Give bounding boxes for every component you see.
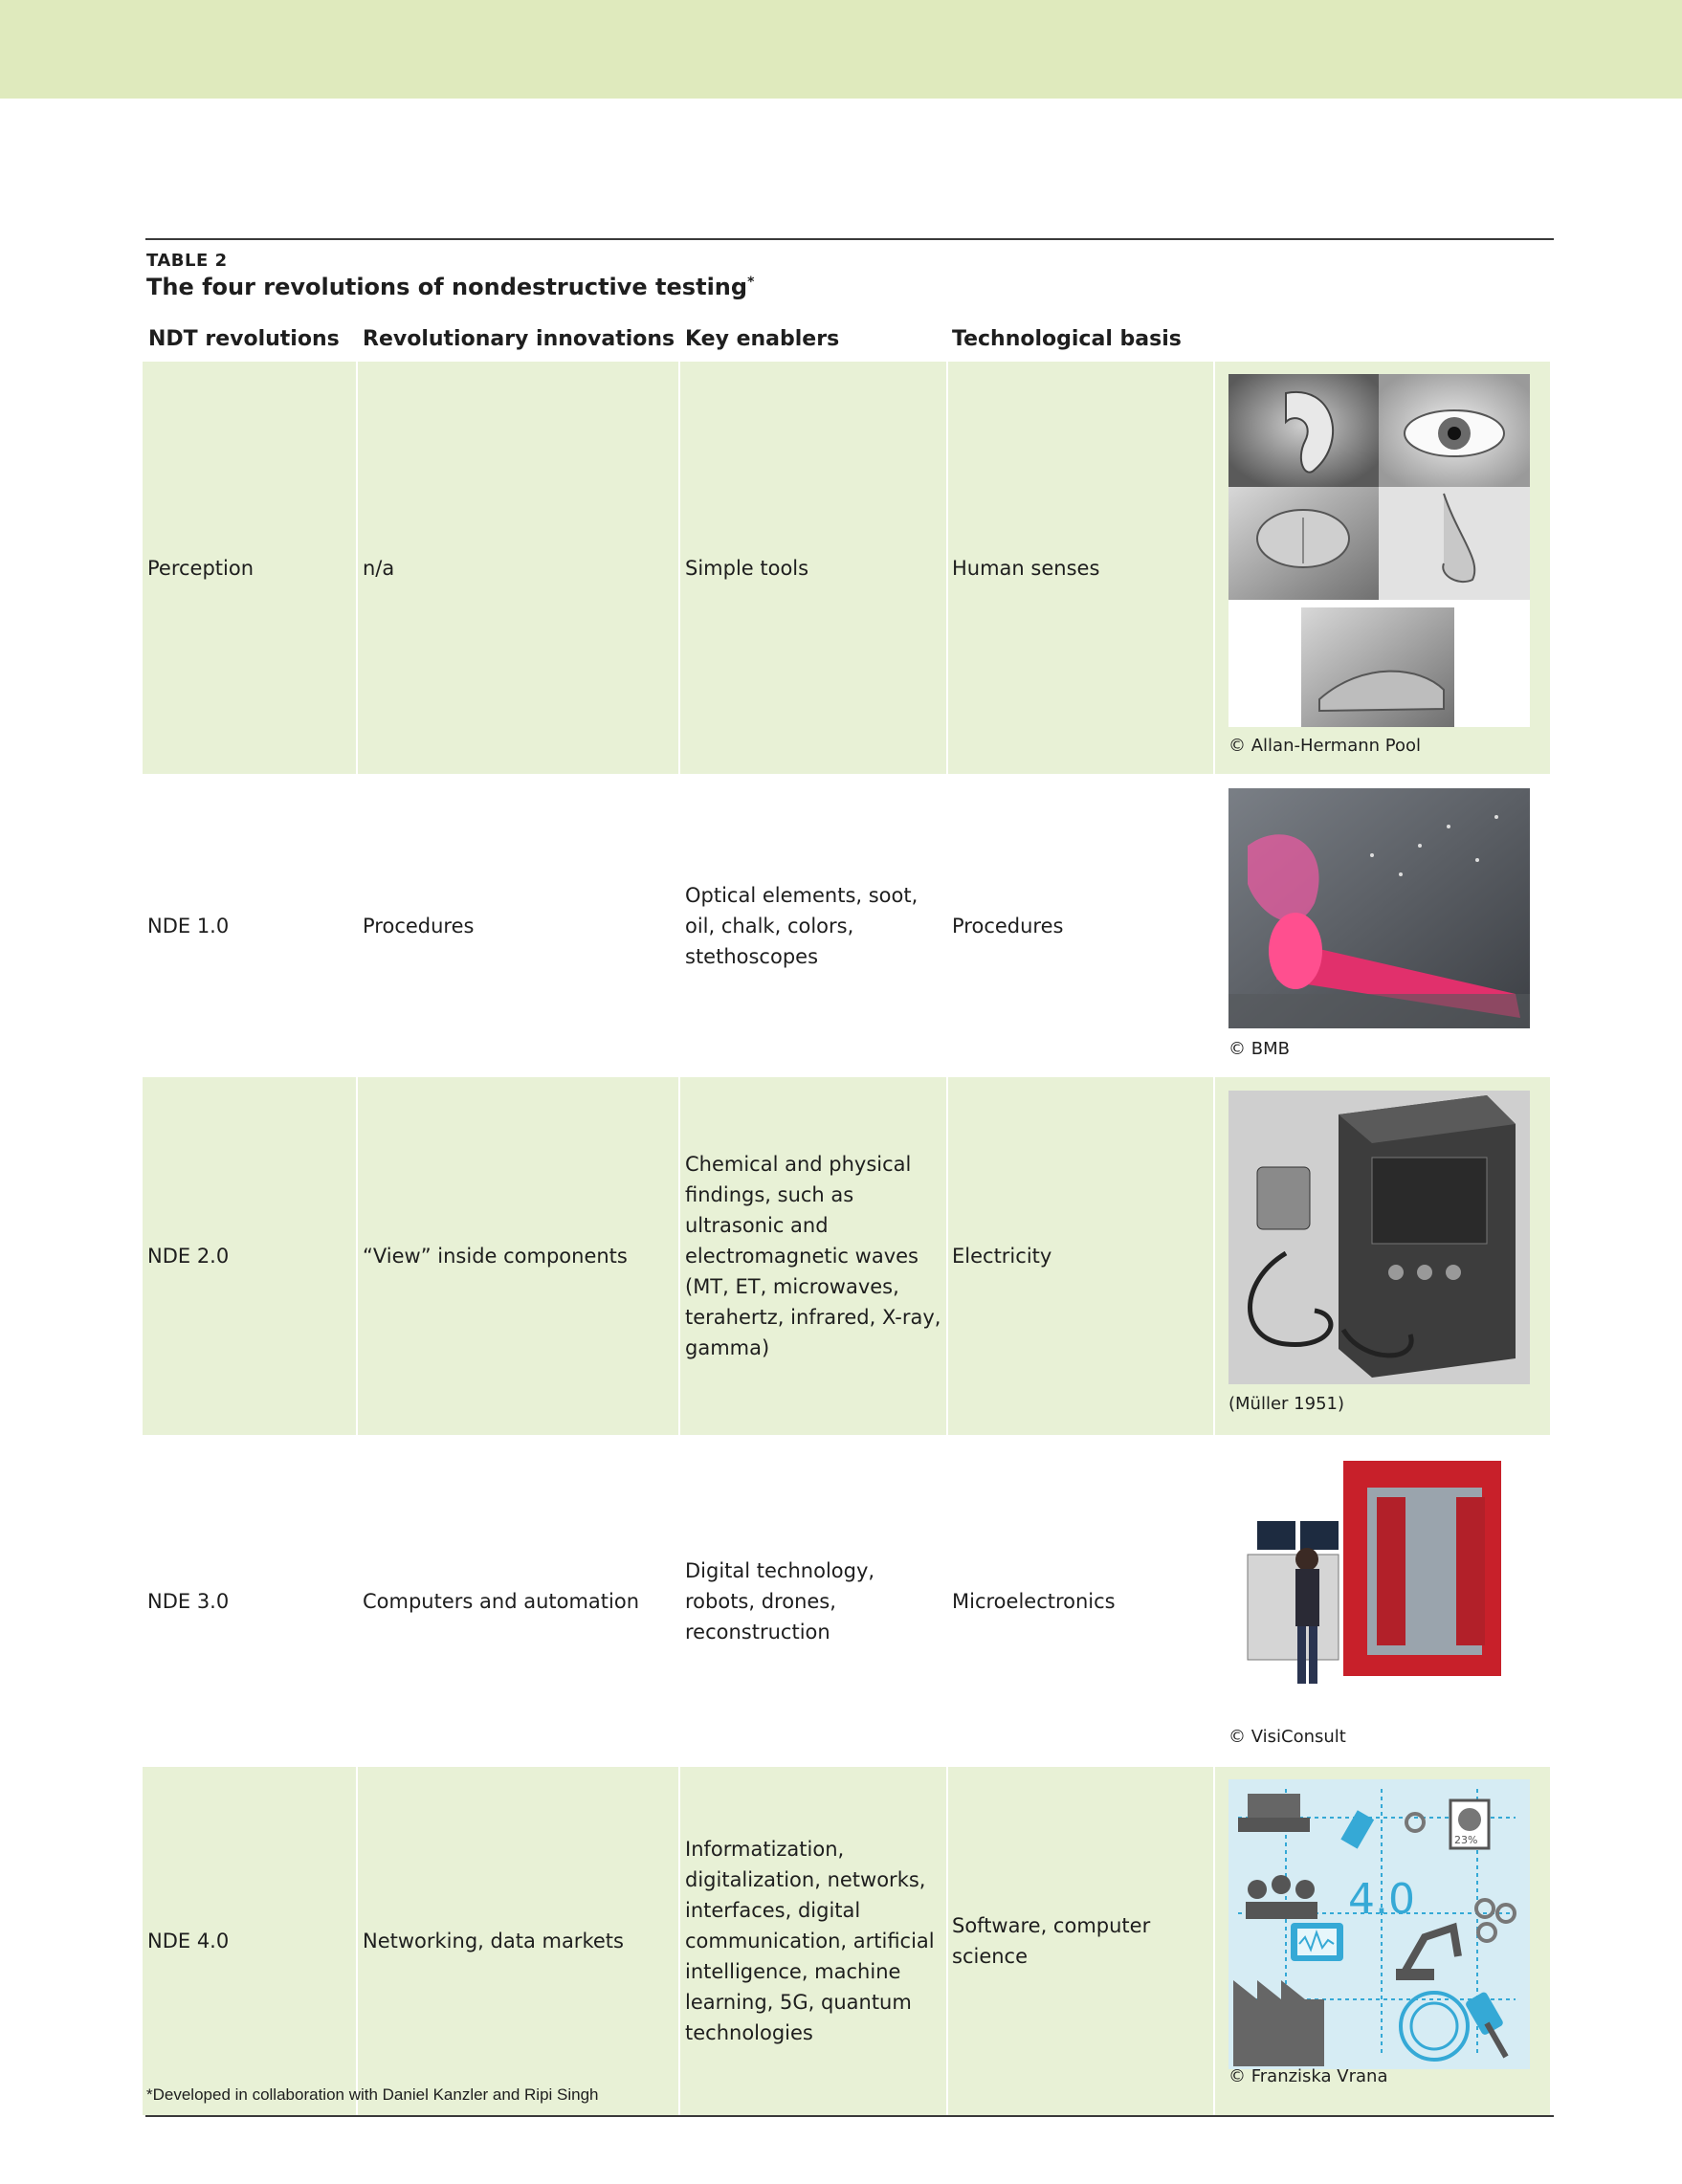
table-bottom-rule	[145, 2115, 1554, 2117]
table-top-rule	[145, 238, 1554, 240]
header-technological-basis: Technological basis	[952, 327, 1182, 351]
image-credit: © Allan-Hermann Pool	[1228, 736, 1422, 756]
cell-revolution: NDE 1.0	[147, 914, 230, 938]
cell-innovation: n/a	[363, 556, 395, 580]
cell-revolution: NDE 3.0	[147, 1589, 230, 1613]
table-title	[146, 274, 754, 300]
table-title-text: The four revolutions of nondestructive testing	[146, 274, 748, 300]
cell-innovation: “View” inside components	[363, 1245, 628, 1268]
table-label: TABLE 2	[146, 251, 228, 271]
cell-revolution: Perception	[147, 556, 255, 580]
cell-basis: Electricity	[952, 1245, 1052, 1268]
cell-basis: Procedures	[952, 914, 1064, 938]
cell-innovation: Procedures	[363, 914, 475, 938]
cell-enablers: Digital technology, robots, drones, reconstruction	[685, 1558, 875, 1644]
ultrasonic-device-photo	[1228, 1091, 1530, 1384]
xray-cabinet-photo	[1228, 1459, 1530, 1715]
table-footnote: *Developed in collaboration with Daniel Kanzler and Ripi Singh	[146, 2085, 599, 2104]
image-credit: © VisiConsult	[1228, 1727, 1346, 1747]
cell-enablers: Informatization, digitalization, networks, interfaces, digital communication, artificial intelligence, machine learning, 5G, quantum technologies	[685, 1838, 935, 2044]
top-color-band	[0, 0, 1682, 99]
header-key-enablers: Key enablers	[685, 327, 840, 351]
cell-innovation: Networking, data markets	[363, 1930, 624, 1952]
cell-basis: Software, computer science	[952, 1914, 1151, 1968]
header-revolutionary-innovations: Revolutionary innovations	[363, 327, 675, 351]
image-credit: (Müller 1951)	[1228, 1394, 1344, 1414]
cell-revolution: NDE 2.0	[147, 1245, 230, 1268]
cell-enablers: Simple tools	[685, 556, 809, 580]
image-credit: © Franziska Vrana	[1228, 2066, 1388, 2086]
table-title-mark: *	[747, 275, 755, 290]
cell-revolution: NDE 4.0	[147, 1930, 230, 1952]
cell-basis: Human senses	[952, 556, 1100, 580]
header-ndt-revolutions: NDT revolutions	[148, 327, 340, 351]
cell-innovation: Computers and automation	[363, 1589, 640, 1613]
cell-basis: Microelectronics	[952, 1589, 1116, 1613]
industry-4-label: 4.0	[1348, 1875, 1415, 1924]
cell-enablers: Chemical and physical findings, such as ultrasonic and electromagnetic waves (MT, ET, microwaves, terahertz, infrared, X-ray, gamma)	[685, 1153, 941, 1359]
image-credit: © BMB	[1228, 1039, 1290, 1059]
penetrant-spray-photo	[1228, 788, 1530, 1028]
human-senses-photo	[1228, 374, 1530, 727]
cell-enablers: Optical elements, soot, oil, chalk, colors, stethoscopes	[685, 883, 918, 968]
percent-label: 23%	[1454, 1834, 1478, 1846]
industry-4-illustration	[1228, 1779, 1530, 2069]
